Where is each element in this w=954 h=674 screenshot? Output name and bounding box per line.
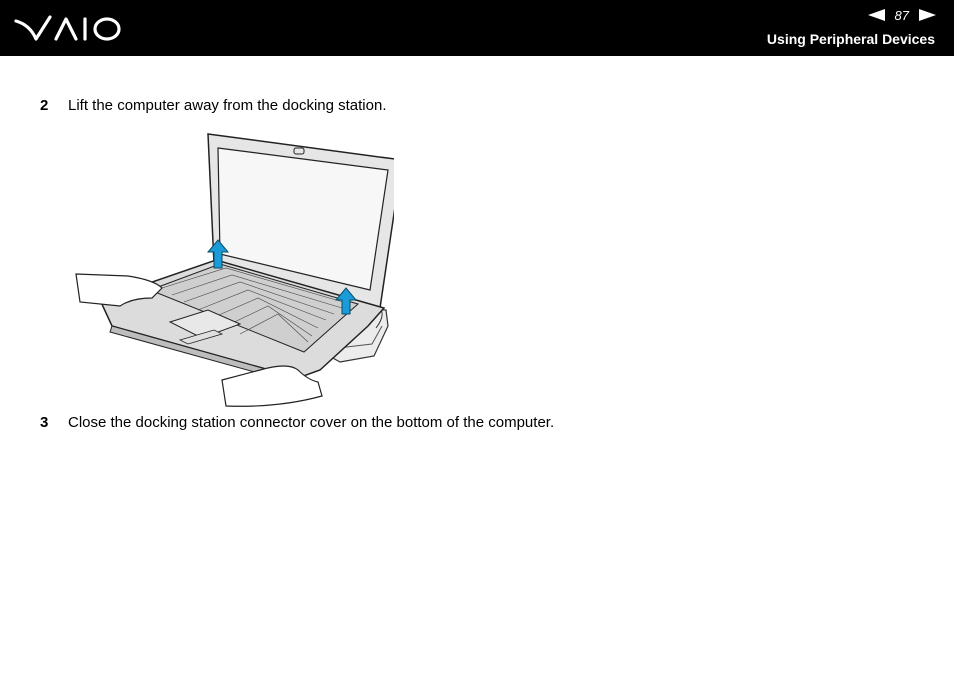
- page-header: [0, 0, 954, 56]
- next-page-icon[interactable]: [919, 9, 936, 21]
- page-navigation: [868, 7, 936, 23]
- previous-page-icon[interactable]: [868, 9, 885, 21]
- step-text: Lift the computer away from the docking station.: [68, 97, 387, 114]
- step-number: 3: [40, 414, 49, 431]
- step-number: 2: [40, 97, 49, 114]
- step-item: [40, 414, 554, 431]
- step-text: Close the docking station connector cover on the bottom of the computer.: [68, 414, 555, 431]
- section-title: Using Peripheral Devices: [766, 31, 935, 47]
- laptop-lift-illustration: [72, 130, 394, 410]
- page-number: 87: [894, 7, 909, 23]
- step-item: [40, 97, 387, 114]
- vaio-logo-icon: [14, 13, 124, 45]
